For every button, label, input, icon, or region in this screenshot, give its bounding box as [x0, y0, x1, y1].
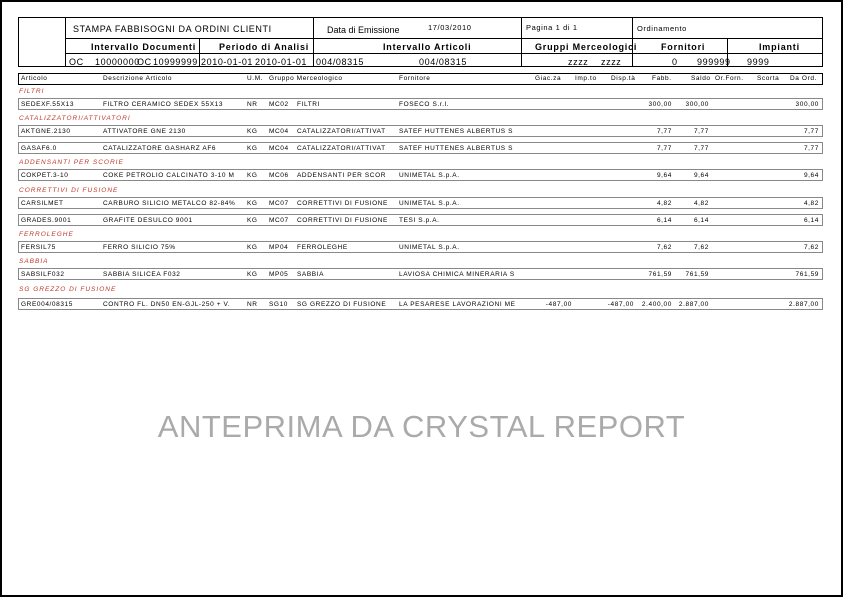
cell-um: KG	[247, 200, 258, 207]
cell-da-ordinare: 7,77	[803, 145, 819, 152]
supplier-from: 0	[672, 57, 678, 67]
cell-saldo: 9,64	[693, 172, 709, 179]
section-label-fornitori: Fornitori	[661, 42, 706, 52]
cell-descrizione: SABBIA SILICEA F032	[103, 271, 181, 278]
group-title: FERROLEGHE	[19, 231, 74, 238]
page-number: Pagina 1 di 1	[526, 23, 578, 32]
group-title: CORRETTIVI DI FUSIONE	[19, 187, 119, 194]
table-row	[18, 241, 823, 253]
cell-da-ordinare: 300,00	[795, 101, 819, 108]
cell-descrizione: CATALIZZATORE GASHARZ AF6	[103, 145, 217, 152]
plant-value: 9999	[747, 57, 770, 67]
cell-saldo: 4,82	[693, 200, 709, 207]
cell-da-ordinare: 2.887,00	[788, 301, 819, 308]
group-from: zzzz	[568, 57, 589, 67]
cell-descrizione: CARBURO SILICIO METALCO 82-84%	[103, 200, 236, 207]
table-row	[18, 268, 823, 280]
column-header	[18, 73, 823, 85]
cell-descrizione: GRAFITE DESULCO 9001	[103, 217, 193, 224]
period-from: 2010-01-01	[201, 57, 254, 67]
cell-fornitore: UNIMETAL S.p.A.	[399, 172, 460, 179]
cell-fabbisogno: 7,62	[656, 244, 672, 251]
cell-saldo: 761,59	[685, 271, 709, 278]
table-row	[18, 169, 823, 181]
cell-saldo: 6,14	[693, 217, 709, 224]
cell-fabbisogno: 7,77	[656, 128, 672, 135]
cell-saldo: 7,62	[693, 244, 709, 251]
cell-um: KG	[247, 128, 258, 135]
cell-fabbisogno: 761,59	[648, 271, 672, 278]
col-saldo: Saldo	[691, 75, 711, 82]
col-fabbisogno: Fabb.	[652, 75, 672, 82]
col-um: U.M.	[247, 75, 264, 82]
col-giacenza: Giac.za	[535, 75, 562, 82]
cell-fabbisogno: 7,77	[656, 145, 672, 152]
cell-gruppo: MC04	[269, 128, 289, 135]
cell-da-ordinare: 9,64	[803, 172, 819, 179]
cell-gruppo: SG10	[269, 301, 289, 308]
cell-saldo: 2.887,00	[678, 301, 709, 308]
cell-descrizione: FERRO SILICIO 75%	[103, 244, 176, 251]
article-from: 004/08315	[316, 57, 364, 67]
doc-to-prefix: OC	[137, 57, 152, 67]
cell-saldo: 7,77	[693, 128, 709, 135]
col-disponibilita: Disp.tà	[611, 75, 636, 82]
cell-descrizione: CONTRO FL. DN50 EN-GJL-250 + V.	[103, 301, 231, 308]
cell-gruppo-desc: SABBIA	[297, 271, 325, 278]
cell-fornitore: FOSECO S.r.l.	[399, 101, 450, 108]
cell-gruppo: MC06	[269, 172, 289, 179]
cell-gruppo: MP04	[269, 244, 289, 251]
cell-gruppo-desc: CORRETTIVI DI FUSIONE	[297, 217, 388, 224]
col-fornitore: Fornitore	[399, 75, 431, 82]
cell-fabbisogno: 6,14	[656, 217, 672, 224]
table-row	[18, 142, 823, 154]
cell-da-ordinare: 7,62	[803, 244, 819, 251]
cell-descrizione: COKE PETROLIO CALCINATO 3-10 M	[103, 172, 235, 179]
cell-um: KG	[247, 172, 258, 179]
cell-fabbisogno: 9,64	[656, 172, 672, 179]
col-scorta: Scorta	[757, 75, 780, 82]
cell-gruppo-desc: CORRETTIVI DI FUSIONE	[297, 200, 388, 207]
cell-fornitore: UNIMETAL S.p.A.	[399, 244, 460, 251]
section-label-periodo: Periodo di Analisi	[219, 42, 310, 52]
cell-um: KG	[247, 217, 258, 224]
col-articolo: Articolo	[21, 75, 48, 82]
cell-um: KG	[247, 271, 258, 278]
cell-gruppo: MC07	[269, 217, 289, 224]
group-title: SABBIA	[19, 258, 49, 265]
cell-fornitore: TESI S.p.A.	[399, 217, 440, 224]
cell-gruppo: MP05	[269, 271, 289, 278]
section-label-articoli: Intervallo Articoli	[383, 42, 472, 52]
group-title: SG GREZZO DI FUSIONE	[19, 286, 117, 293]
cell-fornitore: SATEF HUTTENES ALBERTUS S	[399, 145, 514, 152]
cell-da-ordinare: 7,77	[803, 128, 819, 135]
cell-um: KG	[247, 145, 258, 152]
cell-gruppo: MC04	[269, 145, 289, 152]
emission-label: Data di Emissione	[327, 25, 400, 35]
cell-articolo: SABSILF032	[21, 271, 65, 278]
cell-gruppo-desc: ADDENSANTI PER SCOR	[297, 172, 387, 179]
cell-gruppo: MC07	[269, 200, 289, 207]
cell-um: KG	[247, 244, 258, 251]
group-title: FILTRI	[19, 88, 45, 95]
cell-fabbisogno: 2.400,00	[641, 301, 672, 308]
cell-da-ordinare: 761,59	[795, 271, 819, 278]
cell-descrizione: ATTIVATORE GNE 2130	[103, 128, 186, 135]
cell-da-ordinare: 4,82	[803, 200, 819, 207]
table-row	[18, 298, 823, 310]
cell-saldo: 300,00	[685, 101, 709, 108]
cell-um: NR	[247, 101, 258, 108]
period-to: 2010-01-01	[255, 57, 308, 67]
table-row	[18, 98, 823, 110]
cell-fornitore: UNIMETAL S.p.A.	[399, 200, 460, 207]
col-ord-fornitore: Or.Forn.	[715, 75, 744, 82]
section-label-gruppi: Gruppi Merceologici	[535, 42, 638, 52]
col-da-ordinare: Da Ord.	[790, 75, 817, 82]
cell-articolo: CARSILMET	[21, 200, 64, 207]
col-descrizione: Descrizione Articolo	[103, 75, 173, 82]
doc-to: 10999999	[153, 57, 198, 67]
cell-fornitore: LAVIOSA CHIMICA MINERARIA S	[399, 271, 515, 278]
cell-gruppo: MC02	[269, 101, 289, 108]
cell-descrizione: FILTRO CERAMICO SEDEX 55X13	[103, 101, 224, 108]
cell-articolo: SEDEXF.55X13	[21, 101, 75, 108]
cell-giacenza: -487,00	[545, 301, 572, 308]
cell-fornitore: SATEF HUTTENES ALBERTUS S	[399, 128, 514, 135]
cell-fornitore: LA PESARESE LAVORAZIONI ME	[399, 301, 516, 308]
cell-articolo: FERSIL75	[21, 244, 56, 251]
doc-from-prefix: OC	[69, 57, 84, 67]
sort-label: Ordinamento	[637, 24, 687, 33]
cell-articolo: COKPET.3-10	[21, 172, 69, 179]
cell-gruppo-desc: FILTRI	[297, 101, 320, 108]
col-impegnato: Imp.to	[575, 75, 597, 82]
cell-gruppo-desc: FERROLEGHE	[297, 244, 348, 251]
group-title: ADDENSANTI PER SCORIE	[19, 159, 124, 166]
cell-articolo: AKTGNE.2130	[21, 128, 71, 135]
cell-articolo: GASAF6.0	[21, 145, 57, 152]
article-to: 004/08315	[419, 57, 467, 67]
cell-fabbisogno: 300,00	[648, 101, 672, 108]
col-gruppo: Gruppo Merceologico	[269, 75, 343, 82]
group-to: zzzz	[601, 57, 622, 67]
cell-gruppo-desc: CATALIZZATORI/ATTIVAT	[297, 128, 386, 135]
cell-articolo: GRE004/08315	[21, 301, 74, 308]
cell-gruppo-desc: SG GREZZO DI FUSIONE	[297, 301, 387, 308]
supplier-to: 999999	[697, 57, 731, 67]
doc-from: 10000000	[95, 57, 140, 67]
cell-gruppo-desc: CATALIZZATORI/ATTIVAT	[297, 145, 386, 152]
cell-fabbisogno: 4,82	[656, 200, 672, 207]
cell-saldo: 7,77	[693, 145, 709, 152]
report-header	[18, 17, 823, 67]
cell-um: NR	[247, 301, 258, 308]
section-label-impianti: Impianti	[759, 42, 800, 52]
table-row	[18, 125, 823, 137]
cell-articolo: GRADES.9001	[21, 217, 72, 224]
table-row	[18, 197, 823, 209]
table-row	[18, 214, 823, 226]
preview-watermark: ANTEPRIMA DA CRYSTAL REPORT	[157, 409, 686, 444]
cell-disponibilita: -487,00	[607, 301, 634, 308]
group-title: CATALIZZATORI/ATTIVATORI	[19, 115, 131, 122]
emission-date: 17/03/2010	[428, 23, 472, 32]
report-title: STAMPA FABBISOGNI DA ORDINI CLIENTI	[73, 24, 272, 34]
section-label-documenti: Intervallo Documenti	[91, 42, 197, 52]
cell-da-ordinare: 6,14	[803, 217, 819, 224]
